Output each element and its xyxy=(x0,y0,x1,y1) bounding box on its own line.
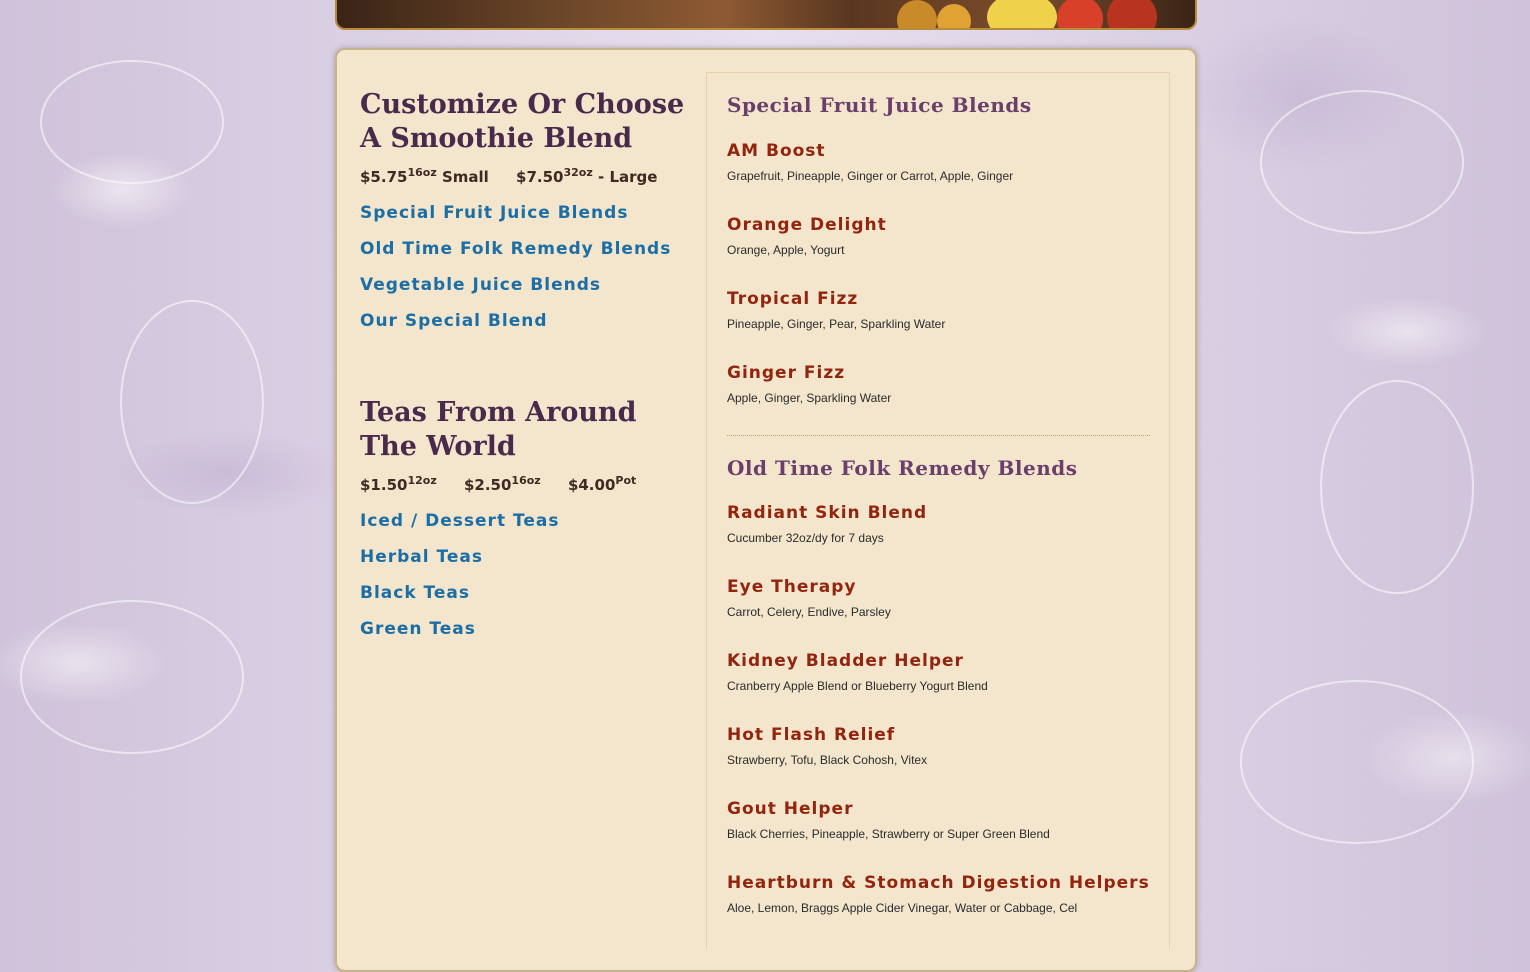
menu-item-name: AM Boost xyxy=(727,141,826,161)
teas-links xyxy=(360,508,690,652)
fruit-image xyxy=(987,0,1057,30)
fruit-image xyxy=(937,4,971,30)
background-swirl xyxy=(120,300,264,504)
smoothie-links xyxy=(360,200,690,344)
price-amount: $2.50 xyxy=(463,476,512,494)
menu-item-description: Cucumber 32oz/dy for 7 days xyxy=(727,531,884,545)
fruit-image xyxy=(1107,0,1157,30)
menu-item-description: Strawberry, Tofu, Black Cohosh, Vitex xyxy=(727,753,928,767)
menu-item-description: Grapefruit, Pineapple, Ginger or Carrot, Apple, Ginger xyxy=(727,169,1014,183)
link-special-fruit-juice-blends[interactable]: Special Fruit Juice Blends xyxy=(360,203,629,223)
menu-item-description: Apple, Ginger, Sparkling Water xyxy=(727,391,892,405)
menu-item-description: Cranberry Apple Blend or Blueberry Yogurt Blend xyxy=(727,679,988,693)
header-banner-image xyxy=(335,0,1197,30)
menu-item-name: Ginger Fizz xyxy=(727,363,846,383)
menu-item-description: Orange, Apple, Yogurt xyxy=(727,243,845,257)
menu-item-name: Gout Helper xyxy=(727,799,854,819)
price-suffix: Small xyxy=(441,168,489,186)
menu-item-name: Tropical Fizz xyxy=(727,289,859,309)
section-title: Special Fruit Juice Blends xyxy=(727,93,1032,117)
section-title: Old Time Folk Remedy Blends xyxy=(727,456,1078,480)
link-vegetable-juice-blends[interactable]: Vegetable Juice Blends xyxy=(360,275,601,295)
price-size: 16oz xyxy=(407,166,437,179)
price-amount: $7.50 xyxy=(516,168,564,186)
background-swirl xyxy=(20,600,244,754)
menu-item-name: Heartburn & Stomach Digestion Helpers xyxy=(727,873,1150,893)
price-amount: $4.00 xyxy=(567,476,616,494)
link-green-teas[interactable]: Green Teas xyxy=(360,619,476,639)
price-size: 32oz xyxy=(563,166,593,179)
menu-item-description: Carrot, Celery, Endive, Parsley xyxy=(727,605,891,619)
price-size: 16oz xyxy=(511,474,541,487)
background-swirl xyxy=(1320,380,1474,594)
smoothie-heading: Customize Or Choose A Smoothie Blend xyxy=(360,89,685,154)
background-swirl xyxy=(1240,680,1474,844)
menu-item-description: Pineapple, Ginger, Pear, Sparkling Water xyxy=(727,317,946,331)
section-divider xyxy=(727,435,1150,436)
background-swirl xyxy=(1260,90,1464,234)
price-suffix: - Large xyxy=(598,168,658,186)
menu-item-description: Aloe, Lemon, Braggs Apple Cider Vinegar, Water or Cabbage, Cel xyxy=(727,901,1078,915)
menu-item-name: Eye Therapy xyxy=(727,577,857,597)
link-old-time-folk-remedy-blends[interactable]: Old Time Folk Remedy Blends xyxy=(360,239,672,259)
fruit-image xyxy=(897,0,937,30)
teas-prices xyxy=(360,474,690,498)
menu-item-name: Radiant Skin Blend xyxy=(727,503,928,523)
price-size: 12oz xyxy=(407,474,437,487)
menu-item-name: Kidney Bladder Helper xyxy=(727,651,964,671)
folk-remedy-section xyxy=(727,451,1152,944)
teas-heading: Teas From Around The World xyxy=(360,397,637,462)
menu-item-name: Hot Flash Relief xyxy=(727,725,896,745)
link-black-teas[interactable]: Black Teas xyxy=(360,583,471,603)
price-amount: $5.75 xyxy=(360,168,408,186)
price-size: Pot xyxy=(615,474,637,487)
fruit-image xyxy=(1057,0,1103,30)
link-iced-dessert-teas[interactable]: Iced / Dessert Teas xyxy=(360,511,560,531)
left-column xyxy=(360,88,690,652)
menu-item-description: Black Cherries, Pineapple, Strawberry or Super Green Blend xyxy=(727,827,1050,841)
special-fruit-juice-section xyxy=(727,88,1152,434)
link-our-special-blend[interactable]: Our Special Blend xyxy=(360,311,548,331)
smoothie-prices xyxy=(360,166,690,190)
background-swirl xyxy=(40,60,224,184)
link-herbal-teas[interactable]: Herbal Teas xyxy=(360,547,483,567)
menu-item-name: Orange Delight xyxy=(727,215,887,235)
price-amount: $1.50 xyxy=(360,476,408,494)
